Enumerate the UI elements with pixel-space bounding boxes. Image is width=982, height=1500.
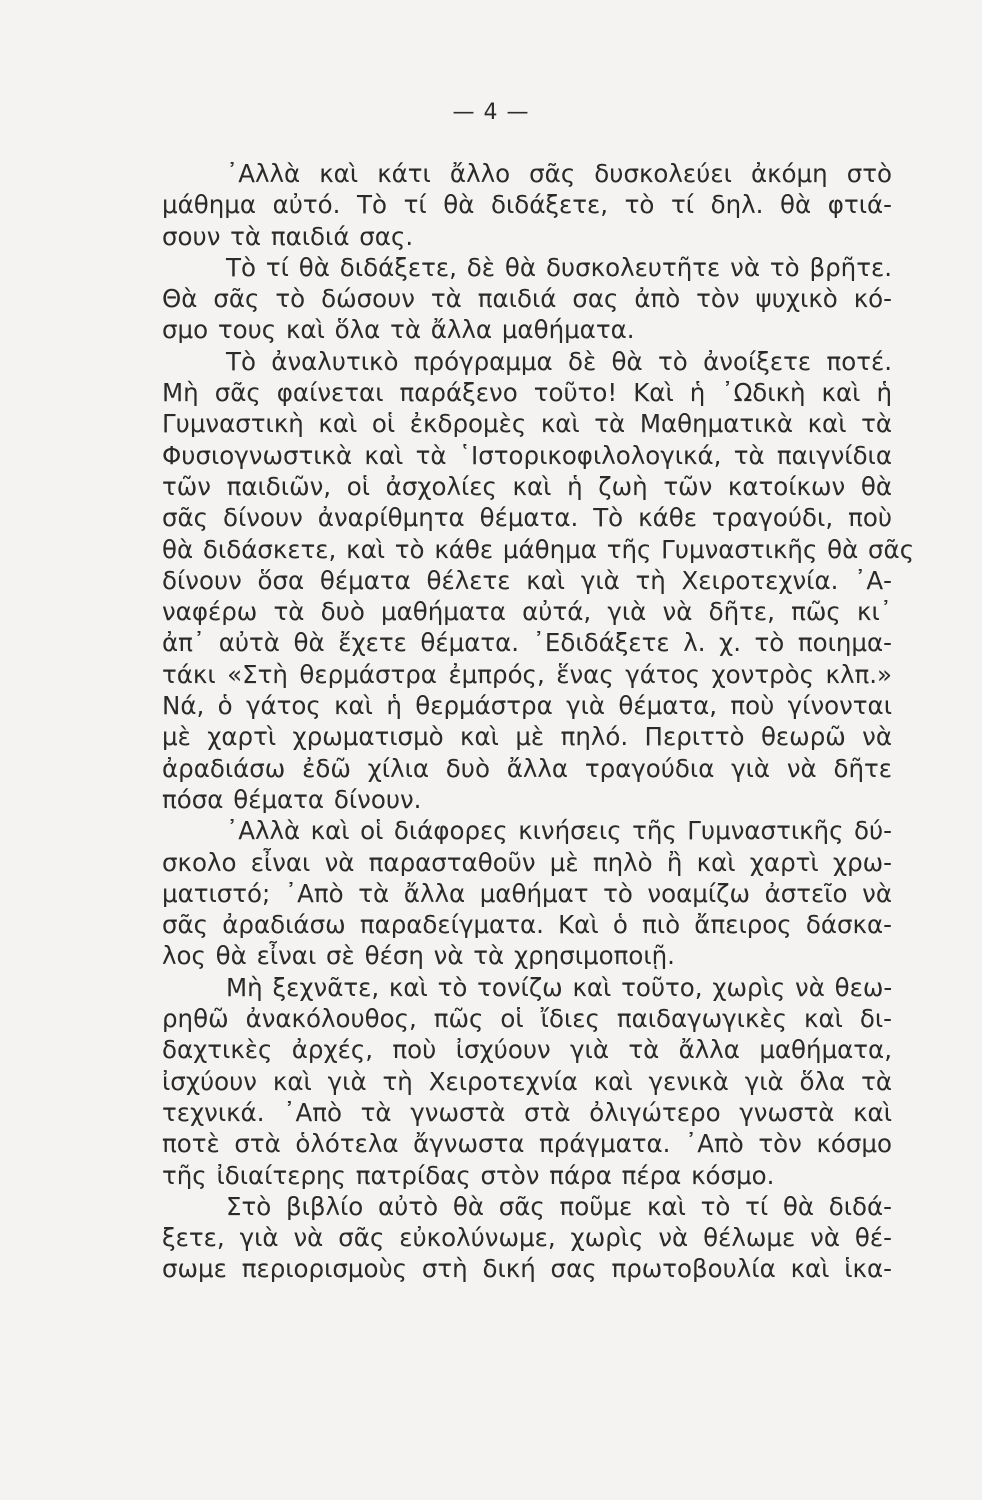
paragraph [162, 346, 915, 815]
body-text [162, 158, 915, 1285]
paragraph [162, 252, 892, 346]
text-line: σᾶς δίνουν ἀναρίθμητα θέματα. Τὸ κάθε τραγούδι, ποὺ [162, 503, 892, 533]
text-line: Φυσιογνωστικὰ καὶ τὰ ῾Ιστορικοφιλολογικά, τὰ παιγνίδια [162, 440, 892, 470]
text-line: ξετε, γιὰ νὰ σᾶς εὐκολύνωμε, χωρὶς νὰ θέλωμε νὰ θέ- [162, 1223, 892, 1253]
text-line: Τὸ τί θὰ διδάξετε, δὲ θὰ δυσκολευτῆτε νὰ τὸ βρῆτε. [226, 252, 892, 282]
page-number: — 4 — [452, 100, 530, 125]
text-line: σᾶς ἀραδιάσω παραδείγματα. Καὶ ὁ πιὸ ἄπειρος δάσκα- [162, 910, 892, 940]
text-line: ἀραδιάσω ἐδῶ χίλια δυὸ ἄλλα τραγούδια γιὰ νὰ δῆτε [162, 753, 892, 783]
paragraph [162, 1191, 892, 1285]
paragraph [162, 158, 892, 252]
text-line: Θὰ σᾶς τὸ δώσουν τὰ παιδιά σας ἀπὸ τὸν ψυχικὸ κό- [162, 284, 892, 314]
text-line: Γυμναστικὴ καὶ οἱ ἐκδρομὲς καὶ τὰ Μαθηματικὰ καὶ τὰ [162, 409, 892, 439]
text-line: ᾿Αλλὰ καὶ κάτι ἄλλο σᾶς δυσκολεύει ἀκόμη στὸ [226, 159, 892, 188]
text-line: μὲ χαρτὶ χρωματισμὸ καὶ μὲ πηλό. Περιττὸ θεωρῶ νὰ [162, 722, 892, 752]
text-line: ἀπ᾿ αὐτὰ θὰ ἔχετε θέματα. ᾿Εδιδάξετε λ. χ. τὸ ποιημα- [162, 628, 892, 658]
text-line: λος θὰ εἶναι σὲ θέση νὰ τὰ χρησιμοποιῇ. [162, 941, 675, 971]
text-line: σμο τους καὶ ὅλα τὰ ἄλλα μαθήματα. [162, 315, 635, 345]
text-line: ποτὲ στὰ ὁλότελα ἄγνωστα πράγματα. ᾿Απὸ τὸν κόσμο [162, 1129, 892, 1159]
text-line: πόσα θέματα δίνουν. [162, 784, 422, 814]
text-line: τάκι «Στὴ θερμάστρα ἐμπρός, ἕνας γάτος χοντρὸς κλπ.» [162, 659, 892, 689]
text-line: δαχτικὲς ἀρχές, ποὺ ἰσχύουν γιὰ τὰ ἄλλα μαθήματα, [162, 1035, 892, 1065]
text-line: μάθημα αὐτό. Τὸ τί θὰ διδάξετε, τὸ τί δηλ. θὰ φτιά- [162, 190, 892, 220]
text-line: Τὸ ἀναλυτικὸ πρόγραμμα δὲ θὰ τὸ ἀνοίξετε ποτέ. [226, 346, 892, 376]
text-line: ρηθῶ ἀνακόλουθος, πῶς οἱ ἴδιες παιδαγωγικὲς καὶ δι- [162, 1004, 892, 1034]
text-line: σουν τὰ παιδιά σας. [162, 221, 414, 251]
text-line: ἰσχύουν καὶ γιὰ τὴ Χειροτεχνία καὶ γενικὰ γιὰ ὅλα τὰ [162, 1066, 892, 1096]
text-line: Στὸ βιβλίο αὐτὸ θὰ σᾶς ποῦμε καὶ τὸ τί θὰ διδά- [226, 1191, 892, 1221]
paragraph [162, 815, 892, 971]
text-line: τεχνικά. ᾿Απὸ τὰ γνωστὰ στὰ ὀλιγώτερο γνωστὰ καὶ [162, 1097, 892, 1127]
text-line: Νά, ὁ γάτος καὶ ἡ θερμάστρα γιὰ θέματα, ποὺ γίνονται [162, 691, 892, 721]
text-line: τῆς ἰδιαίτερης πατρίδας στὸν πάρα πέρα κόσμο. [162, 1160, 775, 1190]
text-line: ναφέρω τὰ δυὸ μαθήματα αὐτά, γιὰ νὰ δῆτε, πῶς κι᾿ [162, 597, 892, 627]
text-line: τῶν παιδιῶν, οἱ ἀσχολίες καὶ ἡ ζωὴ τῶν κατοίκων θὰ [162, 471, 892, 501]
text-line: σωμε περιορισμοὺς στὴ δική σας πρωτοβουλία καὶ ἱκα- [162, 1254, 892, 1284]
text-line: Μὴ ξεχνᾶτε, καὶ τὸ τονίζω καὶ τοῦτο, χωρὶς νὰ θεω- [226, 972, 893, 1002]
text-line: θὰ διδάσκετε, καὶ τὸ κάθε μάθημα τῆς Γυμναστικῆς θὰ σᾶς [162, 534, 915, 564]
text-line: Μὴ σᾶς φαίνεται παράξενο τοῦτο! Καὶ ἡ ᾿Ωδικὴ καὶ ἡ [162, 378, 892, 408]
text-line: δίνουν ὅσα θέματα θέλετε καὶ γιὰ τὴ Χειροτεχνία. ᾿Α- [162, 565, 892, 595]
text-line: ματιστό; ᾿Απὸ τὰ ἄλλα μαθήματ τὸ νοαμίζω ἀστεῖο νὰ [162, 878, 892, 908]
paragraph [162, 972, 892, 1191]
text-line: ᾿Αλλὰ καὶ οἱ διάφορες κινήσεις τῆς Γυμναστικῆς δύ- [226, 816, 892, 846]
text-line: σκολο εἶναι νὰ παρασταθοῦν μὲ πηλὸ ἢ καὶ χαρτὶ χρω- [162, 847, 892, 877]
